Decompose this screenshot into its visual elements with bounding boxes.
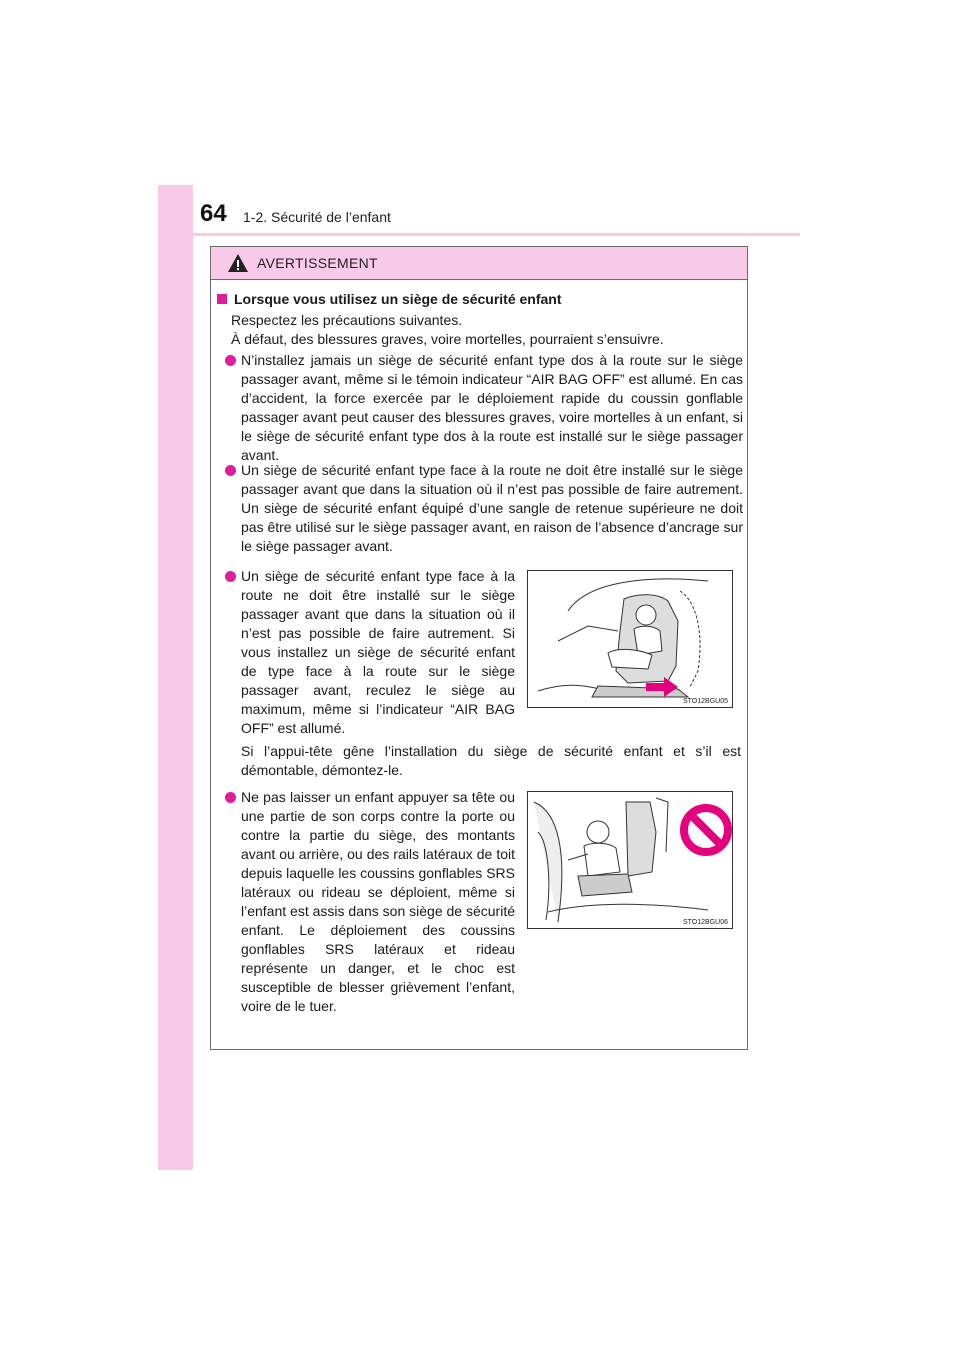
figure-child-leaning-door [527,791,733,929]
figure-code: STO12BGU05 [682,698,728,705]
bullet-text: Un siège de sécurité enfant type face à la route ne doit être installé sur le siège passager avant que dans la situation où il n’est pas possible de faire autrement. Si vous installez un siège de sécurité enfant de type face à la route sur le siège passager avant, reculez le siège au maximum, même si l’indicateur “AIR BAG OFF” est allumé. [241,568,515,736]
bullet-dot-icon [225,355,236,366]
header-rule [193,233,800,236]
warning-header [211,247,747,280]
page-number: 64 [200,200,227,227]
intro-line: Respectez les précautions suivantes. [231,312,463,328]
bullet-text: Un siège de sécurité enfant type face à la route ne doit être installé sur le siège passager avant que dans la situation où il n’est pas possible de faire autrement. Un siège de sécurité enfant équipé d’une sangle de retenue supérieure ne doit pas être utilisé sur le siège passager avant, en raison de l’absence d’ancrage sur le siège passager avant. [241,462,743,554]
figure-child-seat-forward [527,570,733,708]
follow-text: Si l’appui-tête gêne l’installation du siège de sécurité enfant et s’il est démontable, démontez-le. [241,743,741,778]
warning-box [210,246,748,1050]
child-seat-illustration [528,571,732,707]
bullet-text: Ne pas laisser un enfant appuyer sa tête ou une partie de son corps contre la porte ou contre la partie du siège, des montants avant ou arrière, ou des rails latéraux de toit depuis laquelle les coussins gonflables SRS latéraux ou rideau se déploient, même si l’enfant est assis dans son siège de sécurité enfant. Le déploiement des coussins gonflables SRS latéraux et rideau représente un danger, et le choc est susceptible de blesser grièvement l’enfant, voire de le tuer. [241,789,515,1014]
bullet-item [225,788,515,1016]
side-tab-band [158,185,193,1170]
warning-label: AVERTISSEMENT [257,255,378,271]
warning-triangle-icon [227,253,249,273]
bullet-item [225,351,743,465]
bullet-text: N’installez jamais un siège de sécurité enfant type dos à la route sur le siège passager avant, même si le témoin indicateur “AIR BAG OFF” est allumé. En cas d’accident, la force exercée par le déploiement rapide du coussin gonflable passager avant peut causer des blessures graves, voire mortelles à un enfant, si le siège de sécurité enfant type dos à la route est installé sur le siège passager avant. [241,352,743,463]
intro-text [231,311,741,349]
bullet-item [225,461,743,556]
chapter-title: 1-2. Sécurité de l’enfant [243,209,391,225]
figure-code: STO12BGU06 [682,919,728,926]
section-title [217,291,562,307]
child-door-illustration [528,792,732,928]
intro-line: À défaut, des blessures graves, voire mortelles, pourraient s’ensuivre. [231,331,664,347]
bullet-item [225,567,515,738]
bullet-dot-icon [225,465,236,476]
square-bullet-icon [217,294,227,304]
prohibition-icon [684,808,728,852]
bullet-dot-icon [225,571,236,582]
section-title-text: Lorsque vous utilisez un siège de sécurité enfant [234,291,562,307]
bullet-dot-icon [225,792,236,803]
